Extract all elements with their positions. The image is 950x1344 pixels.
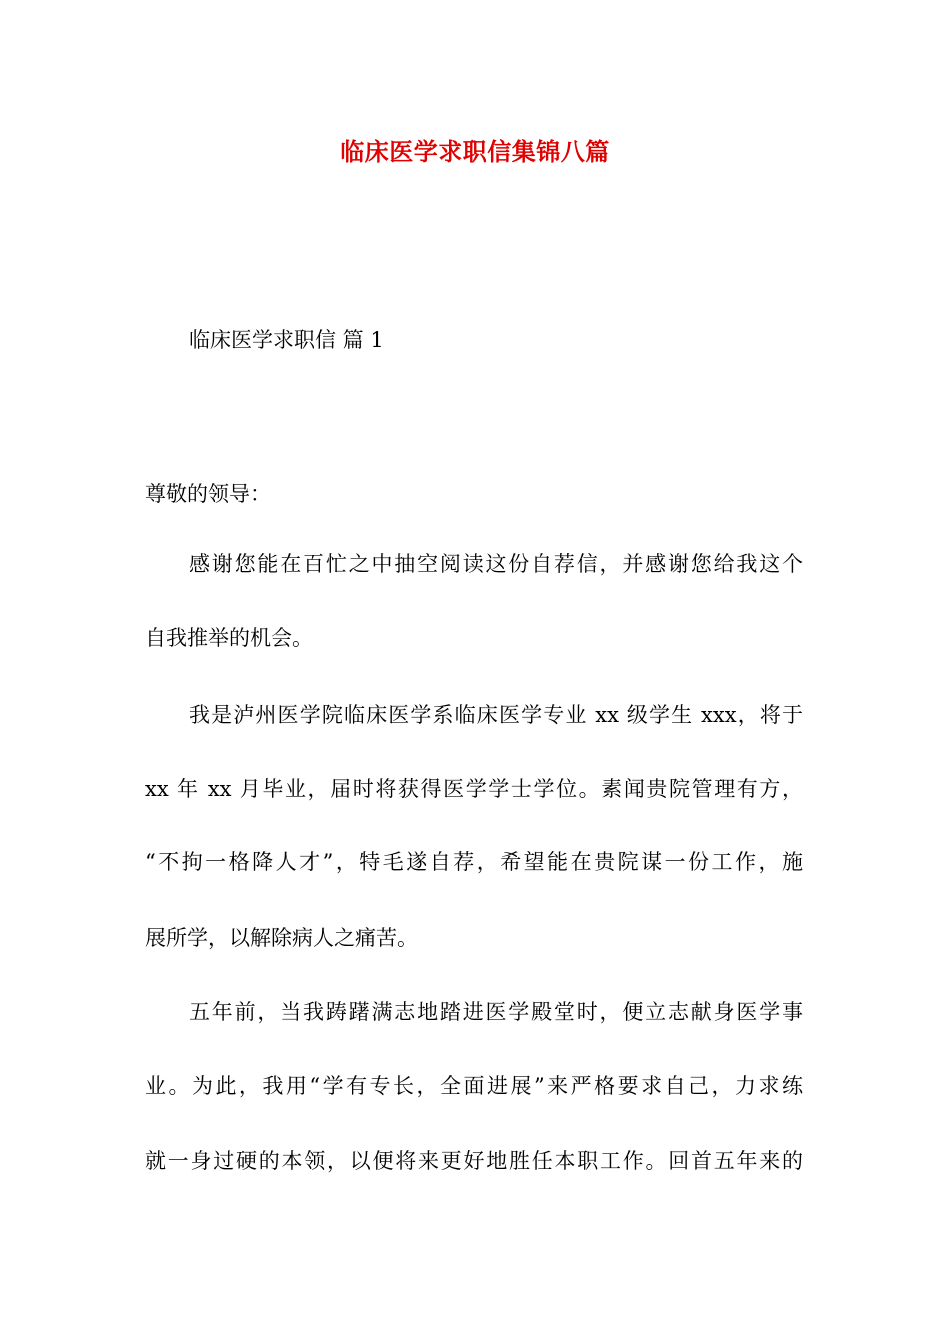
paragraph-line: 就一身过硬的本领，以便将来更好地胜任本职工作。回首五年来的 — [145, 1149, 803, 1173]
paragraph-line: xx 年 xx 月毕业，届时将获得医学学士学位。素闻贵院管理有方， — [145, 777, 803, 801]
paragraph-line: “不拘一格降人才”，特毛遂自荐，希望能在贵院谋一份工作，施 — [145, 850, 803, 874]
paragraph-line: 我是泸州医学院临床医学系临床医学专业 xx 级学生 xxx，将于 — [189, 703, 803, 727]
section-heading: 临床医学求职信 篇 1 — [189, 328, 384, 352]
paragraph-line: 感谢您能在百忙之中抽空阅读这份自荐信，并感谢您给我这个 — [189, 552, 803, 576]
paragraph-line: 展所学，以解除病人之痛苦。 — [145, 926, 418, 950]
paragraph-line: 自我推举的机会。 — [145, 626, 313, 650]
paragraph-line: 五年前，当我踌躇满志地踏进医学殿堂时，便立志献身医学事 — [189, 1000, 803, 1024]
salutation: 尊敬的领导： — [145, 482, 271, 506]
paragraph-line: 业。为此，我用“学有专长，全面进展”来严格要求自己，力求练 — [145, 1074, 803, 1098]
document-title: 临床医学求职信集锦八篇 — [340, 137, 610, 166]
